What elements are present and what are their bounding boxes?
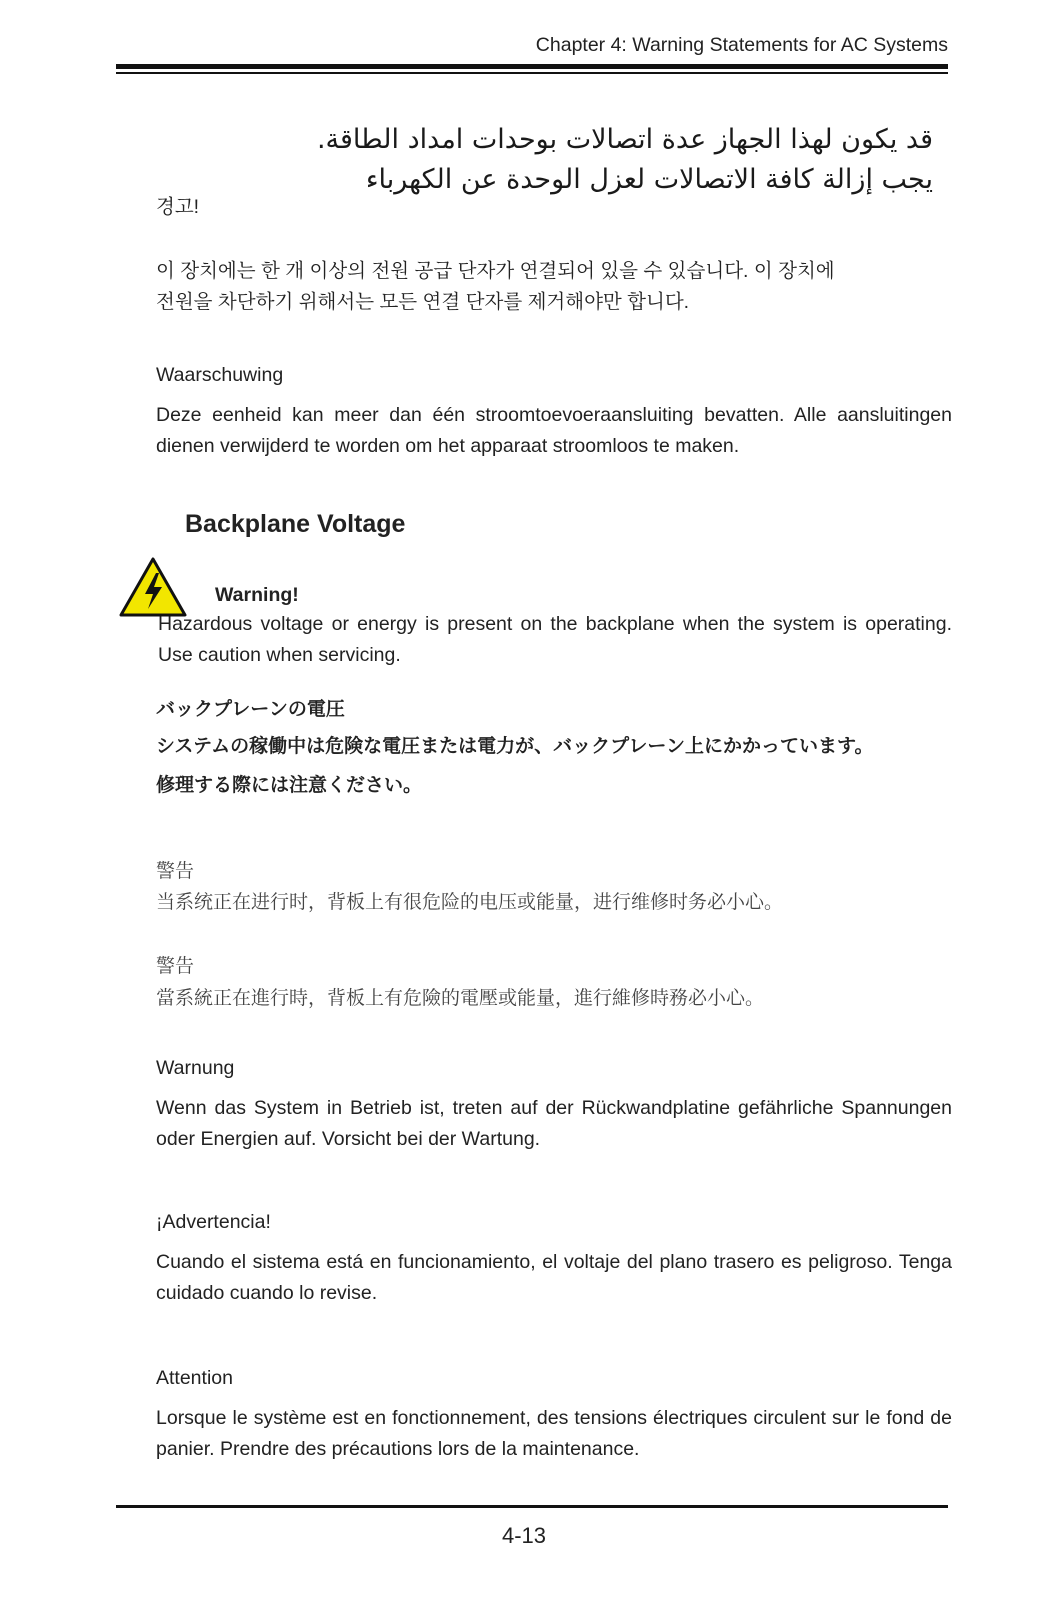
spanish-label: ¡Advertencia! <box>156 1211 271 1233</box>
footer-rule <box>116 1505 948 1508</box>
arabic-line-1: قد يكون لهذا الجهاز عدة اتصالات بوحدات امداد الطاقة. <box>316 124 933 155</box>
japanese-title: バックプレーンの電圧 <box>156 698 345 720</box>
warning-label: Warning! <box>215 584 299 606</box>
korean-line-2: 전원을 차단하기 위해서는 모든 연결 단자를 제거해야만 합니다. <box>156 291 690 313</box>
german-warning-text: Wenn das System in Betrieb ist, treten auf der Rückwandplatine gefährliche Spannungen oder Energien auf. Vorsicht bei der Wartung. <box>156 1097 952 1150</box>
french-warning-text: Lorsque le système est en fonctionnement, des tensions électriques circulent sur le fond de panier. Prendre des précautions lors de la maintenance. <box>156 1407 952 1460</box>
korean-line-1: 이 장치에는 한 개 이상의 전원 공급 단자가 연결되어 있을 수 있습니다. 이 장치에 <box>156 260 835 282</box>
chinese-traditional-label: 警告 <box>156 956 195 977</box>
dutch-label: Waarschuwing <box>156 364 284 386</box>
chinese-simplified-label: 警告 <box>156 861 195 882</box>
header-rule-thin <box>116 72 948 74</box>
chinese-traditional-text: 當系統正在進行時，背板上有危險的電壓或能量，進行維修時務必小心。 <box>156 988 765 1009</box>
chapter-title: Chapter 4: Warning Statements for AC Systems <box>535 34 948 56</box>
korean-label: 경고! <box>156 196 200 218</box>
backplane-warning-text: Hazardous voltage or energy is present on the backplane when the system is operating. Use caution when servicing. <box>158 613 952 666</box>
arabic-warning <box>253 120 933 200</box>
french-label: Attention <box>156 1367 233 1389</box>
page-number: 4-13 <box>501 1523 547 1548</box>
spanish-warning-text: Cuando el sistema está en funcionamiento, el voltaje del plano trasero es peligroso. Tenga cuidado cuando lo revise. <box>156 1251 952 1304</box>
dutch-warning-text: Deze eenheid kan meer dan één stroomtoevoeraansluiting bevatten. Alle aansluitingen dienen verwijderd te worden om het apparaat stroomloos te maken. <box>156 404 952 457</box>
japanese-line-1: システムの稼働中は危険な電圧または電力が、バックプレーン上にかかっています。 <box>156 735 874 757</box>
arabic-line-2: يجب إزالة كافة الاتصالات لعزل الوحدة عن الكهرباء <box>365 164 933 195</box>
chinese-simplified-text: 当系统正在进行时，背板上有很危险的电压或能量，进行维修时务必小心。 <box>156 892 784 913</box>
header-rule <box>116 64 948 69</box>
japanese-line-2: 修理する際には注意ください。 <box>156 774 423 796</box>
korean-warning-text <box>156 256 952 318</box>
german-label: Warnung <box>156 1057 235 1079</box>
section-heading: Backplane Voltage <box>185 510 406 538</box>
